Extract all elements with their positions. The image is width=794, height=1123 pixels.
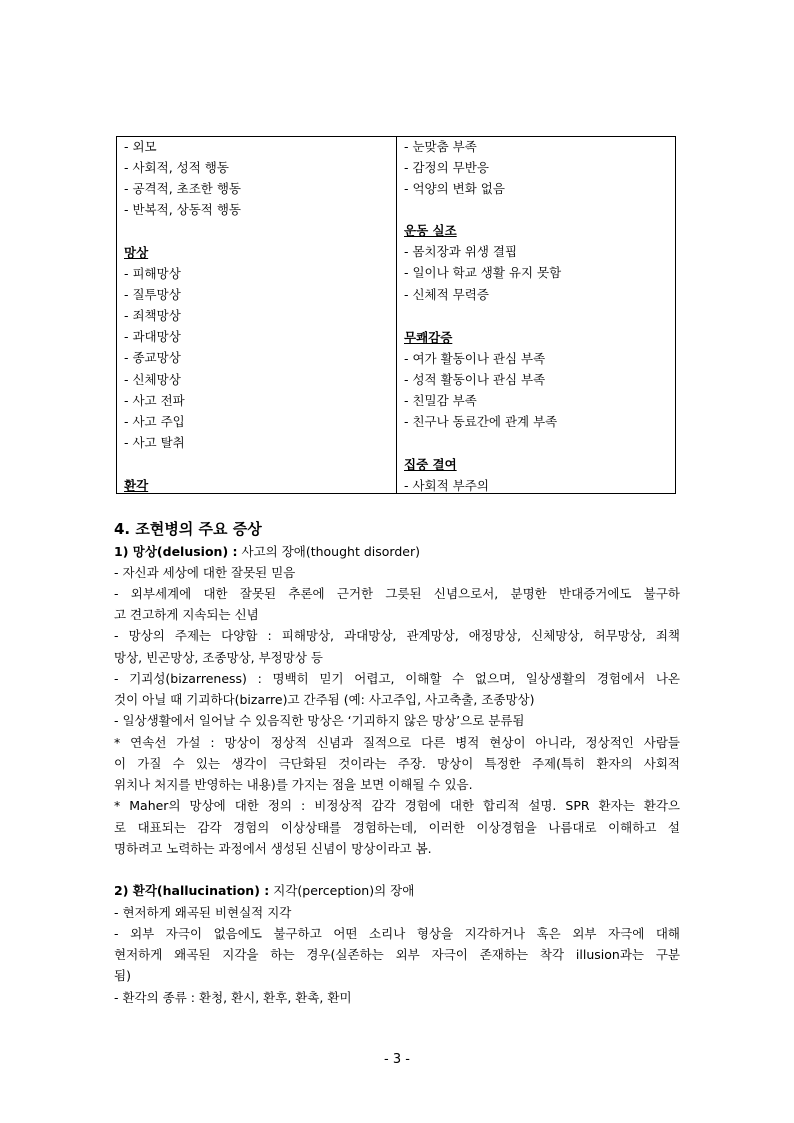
paragraph-line: * 연속선 가설 : 망상이 정상적 신념과 질적으로 다른 병적 현상이 아니라, 정상적인 사람들	[114, 735, 680, 750]
paragraph-line: 이 가질 수 있는 생각이 극단화된 것이라는 주장. 망상이 특정한 주제(특히 환자의 사회적	[114, 756, 680, 771]
list-item: - 친구나 동료간에 관계 부족	[404, 414, 558, 429]
paragraph-line: - 자신과 세상에 대한 잘못된 믿음	[114, 565, 296, 580]
anhedonia-heading: 무쾌감증	[404, 330, 453, 345]
paragraph-line: * Maher의 망상에 대한 정의 : 비정상적 감각 경험에 대한 합리적 설명. SPR 환자는 환각으	[114, 798, 680, 813]
paragraph-line: 위치나 처지를 반영하는 내용)를 가지는 점을 보면 이해될 수 있음.	[114, 777, 473, 792]
paragraph-line: 됨)	[114, 968, 131, 983]
paragraph-line: - 현저하게 왜곡된 비현실적 지각	[114, 905, 292, 920]
hallucination-label: 2) 환각(hallucination) :	[114, 883, 270, 898]
delusion-label: 1) 망상(delusion) :	[114, 544, 238, 559]
paragraph-line: 로 대표되는 감각 경험의 이상상태를 경험하는데, 이러한 이상경험을 나름대로 이해하고 설	[114, 820, 680, 835]
page-number: - 3 -	[384, 1052, 410, 1067]
paragraph-line: 것이 아닐 때 기괴하다(bizarre)고 간주됨 (예: 사고주입, 사고축출, 조종망상)	[114, 692, 535, 707]
paragraph-line: - 환각의 종류 : 환청, 환시, 환후, 환촉, 환미	[114, 990, 352, 1005]
list-item: - 눈맞춤 부족	[404, 139, 477, 154]
list-item: - 친밀감 부족	[404, 393, 477, 408]
delusion-description: 사고의 장애(thought disorder)	[237, 544, 420, 559]
attention-heading: 집중 결여	[404, 457, 457, 472]
table-right-column	[397, 137, 675, 493]
paragraph-line: 현저하게 왜곡된 지각을 하는 경우(실존하는 외부 자극이 존재하는 착각 illusion과는 구분	[114, 947, 680, 962]
list-item: - 사고 주입	[124, 414, 185, 429]
hallucination-heading: 환각	[124, 478, 149, 493]
list-item: - 피해망상	[124, 266, 181, 281]
list-item: - 질투망상	[124, 287, 181, 302]
list-item: - 감정의 무반응	[404, 160, 489, 175]
list-item: - 외모	[124, 139, 157, 154]
list-item: - 성적 활동이나 관심 부족	[404, 372, 546, 387]
list-item: - 일이나 학교 생활 유지 못함	[404, 265, 562, 280]
list-item: - 몸치장과 위생 결핍	[404, 244, 518, 259]
list-item: - 공격적, 초조한 행동	[124, 181, 242, 196]
delusion-heading: 망상	[124, 245, 149, 260]
list-item: - 종교망상	[124, 350, 181, 365]
paragraph-line: - 일상생활에서 일어날 수 있음직한 망상은 ‘기괴하지 않은 망상’으로 분류됨	[114, 713, 525, 728]
section-title: 4. 조현병의 주요 증상	[114, 520, 262, 538]
list-item: - 신체적 무력증	[404, 287, 489, 302]
paragraph-line: - 외부 자극이 없음에도 불구하고 어떤 소리나 형상을 지각하거나 혹은 외부 자극에 대해	[114, 926, 680, 941]
list-item: - 여가 활동이나 관심 부족	[404, 351, 546, 366]
list-item: - 죄책망상	[124, 308, 181, 323]
list-item: - 반복적, 상동적 행동	[124, 202, 242, 217]
delusion-subheading	[114, 544, 680, 560]
list-item: - 억양의 변화 없음	[404, 181, 505, 196]
paragraph-line: 명하려고 노력하는 과정에서 생성된 신념이 망상이라고 봄.	[114, 841, 432, 856]
paragraph-line: - 망상의 주제는 다양함 : 피해망상, 과대망상, 관계망상, 애정망상, 신체망상, 허무망상, 죄책	[114, 628, 680, 643]
symptom-table	[116, 136, 676, 494]
hallucination-description: 지각(perception)의 장애	[269, 883, 415, 898]
list-item: - 사고 전파	[124, 393, 185, 408]
table-left-column	[117, 137, 397, 493]
hallucination-subheading	[114, 883, 680, 899]
list-item: - 사회적 부주의	[404, 478, 489, 493]
list-item: - 과대망상	[124, 329, 181, 344]
paragraph-line: - 외부세계에 대한 잘못된 추론에 근거한 그릇된 신념으로서, 분명한 반대증거에도 불구하	[114, 586, 680, 601]
list-item: - 신체망상	[124, 372, 181, 387]
paragraph-line: 망상, 빈곤망상, 조종망상, 부정망상 등	[114, 650, 323, 665]
list-item: - 사고 탈취	[124, 435, 185, 450]
paragraph-line: - 기괴성(bizarreness) : 명백히 믿기 어렵고, 이해할 수 없으며, 일상생활의 경험에서 나온	[114, 671, 680, 686]
avolition-heading: 운동 실조	[404, 223, 457, 238]
paragraph-line: 고 견고하게 지속되는 신념	[114, 607, 259, 622]
list-item: - 사회적, 성적 행동	[124, 160, 229, 175]
